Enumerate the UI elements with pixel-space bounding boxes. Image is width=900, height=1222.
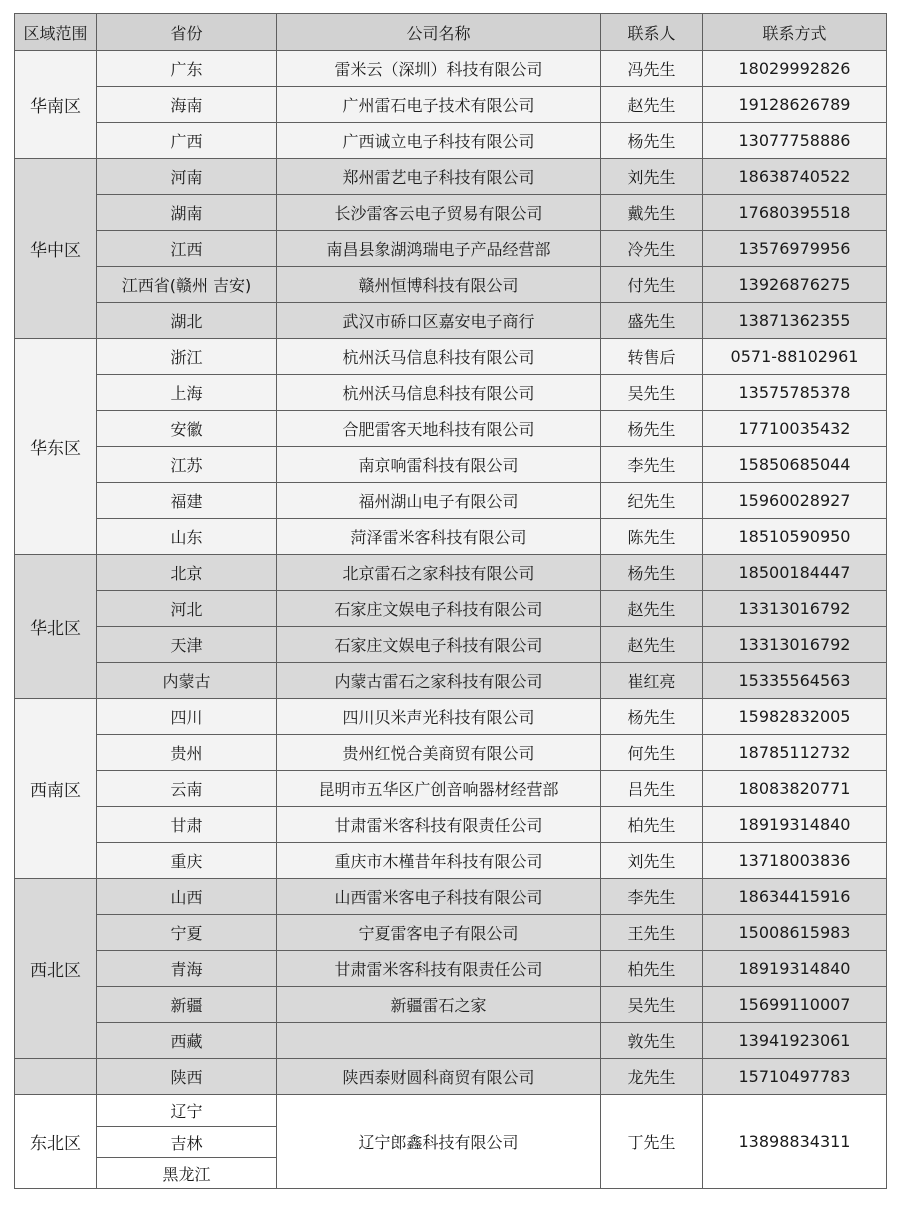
phone-cell: 0571-88102961 (703, 339, 887, 375)
region-cell: 华东区 (15, 339, 97, 555)
company-cell: 福州湖山电子有限公司 (277, 483, 601, 519)
province-cell: 湖南 (97, 195, 277, 231)
phone-cell: 13898834311 (703, 1095, 887, 1189)
contact-cell: 刘先生 (601, 843, 703, 879)
company-cell: 菏泽雷米客科技有限公司 (277, 519, 601, 555)
header-phone: 联系方式 (703, 14, 887, 51)
phone-cell: 13576979956 (703, 231, 887, 267)
region-cell: 华中区 (15, 159, 97, 339)
company-cell: 赣州恒博科技有限公司 (277, 267, 601, 303)
region-cell: 西南区 (15, 699, 97, 879)
phone-cell: 19128626789 (703, 87, 887, 123)
company-cell: 宁夏雷客电子有限公司 (277, 915, 601, 951)
province-cell: 河南 (97, 159, 277, 195)
table-row (15, 123, 887, 159)
province-cell: 新疆 (97, 987, 277, 1023)
company-cell: 贵州红悦合美商贸有限公司 (277, 735, 601, 771)
phone-cell: 13926876275 (703, 267, 887, 303)
phone-cell: 18785112732 (703, 735, 887, 771)
table-row (15, 231, 887, 267)
contact-cell: 吴先生 (601, 375, 703, 411)
company-cell: 合肥雷客天地科技有限公司 (277, 411, 601, 447)
contact-cell: 刘先生 (601, 159, 703, 195)
contact-cell: 柏先生 (601, 951, 703, 987)
contact-cell: 赵先生 (601, 627, 703, 663)
table-row (15, 1095, 887, 1127)
province-cell: 宁夏 (97, 915, 277, 951)
province-cell: 内蒙古 (97, 663, 277, 699)
contact-cell: 杨先生 (601, 123, 703, 159)
province-cell: 北京 (97, 555, 277, 591)
company-cell: 北京雷石之家科技有限公司 (277, 555, 601, 591)
contact-cell: 李先生 (601, 447, 703, 483)
province-cell: 重庆 (97, 843, 277, 879)
company-cell: 内蒙古雷石之家科技有限公司 (277, 663, 601, 699)
table-row (15, 411, 887, 447)
table-row (15, 591, 887, 627)
table-row (15, 699, 887, 735)
phone-cell: 13871362355 (703, 303, 887, 339)
company-cell: 新疆雷石之家 (277, 987, 601, 1023)
province-cell: 甘肃 (97, 807, 277, 843)
region-cell: 东北区 (15, 1095, 97, 1189)
phone-cell: 13718003836 (703, 843, 887, 879)
table-row (15, 375, 887, 411)
province-cell: 湖北 (97, 303, 277, 339)
phone-cell: 17710035432 (703, 411, 887, 447)
contact-cell: 吴先生 (601, 987, 703, 1023)
province-cell: 黑龙江 (97, 1158, 277, 1189)
province-cell: 广东 (97, 51, 277, 87)
table-row (15, 1023, 887, 1059)
table-row (15, 51, 887, 87)
phone-cell: 18919314840 (703, 807, 887, 843)
province-cell: 江苏 (97, 447, 277, 483)
phone-cell: 15335564563 (703, 663, 887, 699)
phone-cell: 18510590950 (703, 519, 887, 555)
company-cell: 重庆市木槿昔年科技有限公司 (277, 843, 601, 879)
table-row (15, 159, 887, 195)
phone-cell: 15710497783 (703, 1059, 887, 1095)
contact-cell: 转售后 (601, 339, 703, 375)
dealer-contact-table (14, 13, 887, 1189)
province-cell: 云南 (97, 771, 277, 807)
province-cell: 广西 (97, 123, 277, 159)
contact-cell: 敦先生 (601, 1023, 703, 1059)
table-row (15, 267, 887, 303)
province-cell: 江西省(赣州 吉安) (97, 267, 277, 303)
table-row (15, 735, 887, 771)
contact-cell: 何先生 (601, 735, 703, 771)
contact-cell: 杨先生 (601, 699, 703, 735)
company-cell: 长沙雷客云电子贸易有限公司 (277, 195, 601, 231)
phone-cell: 18638740522 (703, 159, 887, 195)
contact-cell: 冯先生 (601, 51, 703, 87)
company-cell: 南昌县象湖鸿瑞电子产品经营部 (277, 231, 601, 267)
province-cell: 辽宁 (97, 1095, 277, 1127)
province-cell: 江西 (97, 231, 277, 267)
table-row (15, 303, 887, 339)
phone-cell: 18083820771 (703, 771, 887, 807)
table-row (15, 195, 887, 231)
company-cell (277, 1023, 601, 1059)
phone-cell: 13575785378 (703, 375, 887, 411)
contact-cell: 吕先生 (601, 771, 703, 807)
phone-cell: 13077758886 (703, 123, 887, 159)
region-cell: 华南区 (15, 51, 97, 159)
company-cell: 南京响雷科技有限公司 (277, 447, 601, 483)
province-cell: 贵州 (97, 735, 277, 771)
table-body (15, 51, 887, 1189)
contact-cell: 赵先生 (601, 87, 703, 123)
company-cell: 石家庄文娱电子科技有限公司 (277, 591, 601, 627)
company-cell: 甘肃雷米客科技有限责任公司 (277, 951, 601, 987)
company-cell: 雷米云（深圳）科技有限公司 (277, 51, 601, 87)
province-cell: 福建 (97, 483, 277, 519)
company-cell: 武汉市硚口区嘉安电子商行 (277, 303, 601, 339)
company-cell: 石家庄文娱电子科技有限公司 (277, 627, 601, 663)
province-cell: 西藏 (97, 1023, 277, 1059)
table-row (15, 1059, 887, 1095)
table-row (15, 483, 887, 519)
region-cell: 西北区 (15, 879, 97, 1059)
province-cell: 青海 (97, 951, 277, 987)
province-cell: 陕西 (97, 1059, 277, 1095)
company-cell: 陕西泰财圆科商贸有限公司 (277, 1059, 601, 1095)
table-row (15, 987, 887, 1023)
province-cell: 河北 (97, 591, 277, 627)
phone-cell: 18500184447 (703, 555, 887, 591)
province-cell: 安徽 (97, 411, 277, 447)
contact-cell: 柏先生 (601, 807, 703, 843)
province-cell: 山东 (97, 519, 277, 555)
region-cell: 华北区 (15, 555, 97, 699)
phone-cell: 15699110007 (703, 987, 887, 1023)
company-cell: 广州雷石电子技术有限公司 (277, 87, 601, 123)
header-province: 省份 (97, 14, 277, 51)
phone-cell: 13313016792 (703, 627, 887, 663)
header-contact: 联系人 (601, 14, 703, 51)
table-row (15, 915, 887, 951)
phone-cell: 18029992826 (703, 51, 887, 87)
province-cell: 浙江 (97, 339, 277, 375)
company-cell: 杭州沃马信息科技有限公司 (277, 375, 601, 411)
phone-cell: 13941923061 (703, 1023, 887, 1059)
contact-cell: 赵先生 (601, 591, 703, 627)
contact-cell: 纪先生 (601, 483, 703, 519)
company-cell: 广西诚立电子科技有限公司 (277, 123, 601, 159)
contact-cell: 付先生 (601, 267, 703, 303)
company-cell: 山西雷米客电子科技有限公司 (277, 879, 601, 915)
company-cell: 郑州雷艺电子科技有限公司 (277, 159, 601, 195)
table-row (15, 339, 887, 375)
phone-cell: 13313016792 (703, 591, 887, 627)
contact-cell: 李先生 (601, 879, 703, 915)
contact-cell: 戴先生 (601, 195, 703, 231)
phone-cell: 15850685044 (703, 447, 887, 483)
table-row (15, 951, 887, 987)
contact-cell: 杨先生 (601, 411, 703, 447)
contact-cell: 盛先生 (601, 303, 703, 339)
region-cell (15, 1059, 97, 1095)
contact-cell: 崔红亮 (601, 663, 703, 699)
province-cell: 天津 (97, 627, 277, 663)
table-row (15, 879, 887, 915)
company-cell: 昆明市五华区广创音响器材经营部 (277, 771, 601, 807)
table-row (15, 843, 887, 879)
province-cell: 四川 (97, 699, 277, 735)
table-row (15, 771, 887, 807)
table-row (15, 447, 887, 483)
company-cell: 四川贝米声光科技有限公司 (277, 699, 601, 735)
header-region: 区域范围 (15, 14, 97, 51)
contact-cell: 杨先生 (601, 555, 703, 591)
company-cell: 甘肃雷米客科技有限责任公司 (277, 807, 601, 843)
phone-cell: 15982832005 (703, 699, 887, 735)
header-company: 公司名称 (277, 14, 601, 51)
phone-cell: 18634415916 (703, 879, 887, 915)
table-row (15, 663, 887, 699)
table-row (15, 555, 887, 591)
province-cell: 海南 (97, 87, 277, 123)
table-row (15, 627, 887, 663)
province-cell: 山西 (97, 879, 277, 915)
table-row (15, 87, 887, 123)
phone-cell: 18919314840 (703, 951, 887, 987)
phone-cell: 15960028927 (703, 483, 887, 519)
province-cell: 上海 (97, 375, 277, 411)
contact-cell: 冷先生 (601, 231, 703, 267)
company-cell: 辽宁郎鑫科技有限公司 (277, 1095, 601, 1189)
contact-cell: 丁先生 (601, 1095, 703, 1189)
table-row (15, 519, 887, 555)
contact-cell: 龙先生 (601, 1059, 703, 1095)
company-cell: 杭州沃马信息科技有限公司 (277, 339, 601, 375)
contact-cell: 陈先生 (601, 519, 703, 555)
table-header-row (15, 14, 887, 51)
contact-cell: 王先生 (601, 915, 703, 951)
phone-cell: 15008615983 (703, 915, 887, 951)
table-row (15, 807, 887, 843)
province-cell: 吉林 (97, 1127, 277, 1158)
phone-cell: 17680395518 (703, 195, 887, 231)
